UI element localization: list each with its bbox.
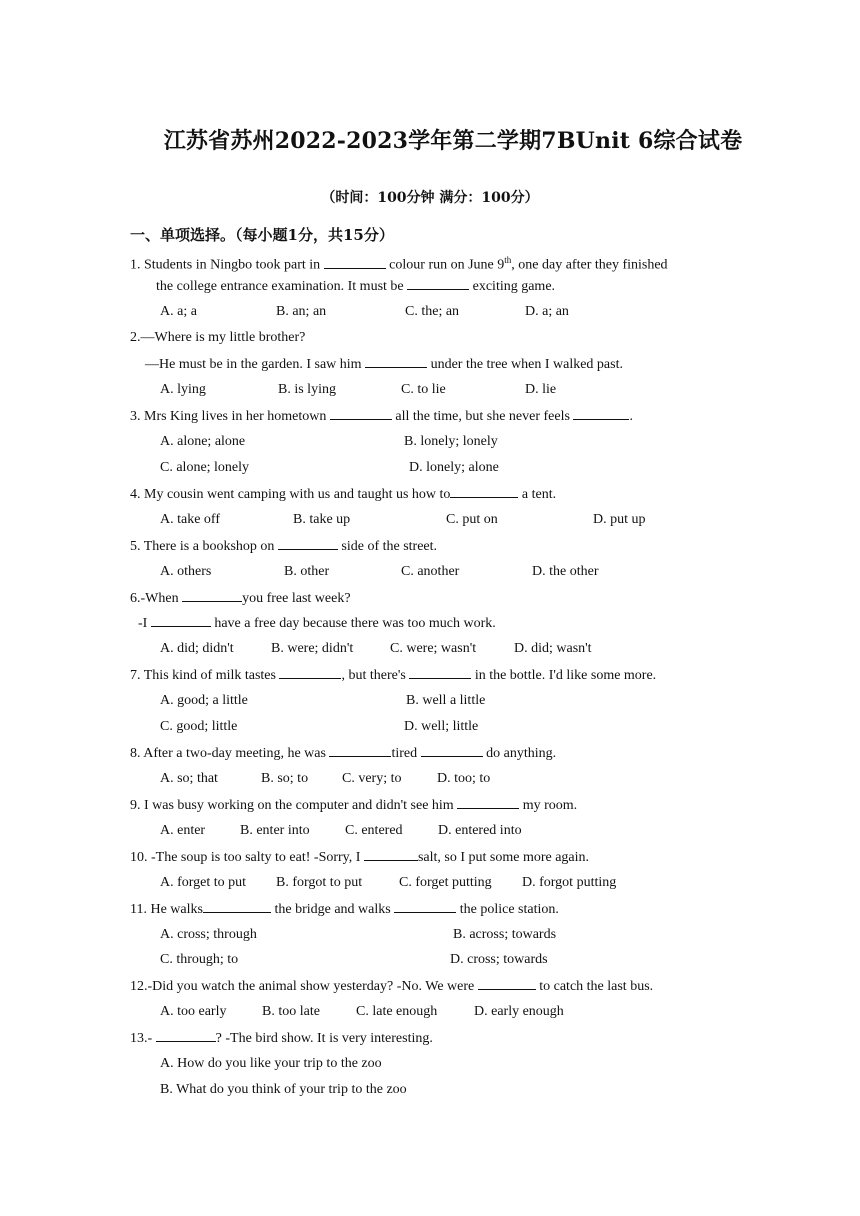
- option-c: C. through; to: [160, 952, 239, 967]
- answer-blank: [573, 407, 629, 420]
- answer-blank: [407, 277, 469, 290]
- question-12-line-1: 12.-Did you watch the animal show yesterday? -No. We were to catch the last bus.: [130, 979, 654, 994]
- option-b: B. so; to: [261, 771, 309, 786]
- option-d: D. the other: [532, 564, 599, 579]
- question-5-line-1: 5. There is a bookshop on side of the street.: [130, 539, 438, 554]
- option-c: C. the; an: [405, 304, 460, 319]
- question-7-line-1: 7. This kind of milk tastes , but there's in the bottle. I'd like some more.: [130, 668, 657, 683]
- option-b: B. were; didn't: [271, 641, 354, 656]
- answer-blank: [457, 796, 519, 809]
- page-title: 江苏省苏州2022-2023学年第二学期7BUnit 6综合试卷: [163, 128, 743, 154]
- option-b: B. is lying: [278, 382, 336, 397]
- question-9-line-1: 9. I was busy working on the computer and didn't see him my room.: [130, 798, 578, 813]
- question-6-line-2: -I have a free day because there was too much work.: [138, 616, 496, 631]
- option-a: A. enter: [160, 823, 206, 838]
- answer-blank: [330, 407, 392, 420]
- option-d: D. put up: [593, 512, 646, 527]
- question-1-line-1: 1. Students in Ningbo took part in colour run on June 9th, one day after they finished: [130, 255, 668, 273]
- option-c: C. entered: [345, 823, 403, 838]
- question-2-line-2: —He must be in the garden. I saw him under the tree when I walked past.: [145, 357, 623, 372]
- option-c: C. alone; lonely: [160, 460, 250, 475]
- option-b: B. too late: [262, 1004, 320, 1019]
- option-d: D. entered into: [438, 823, 522, 838]
- option-b: B. well a little: [406, 693, 486, 708]
- option-b: B. an; an: [276, 304, 327, 319]
- option-b: B. forgot to put: [276, 875, 363, 890]
- answer-blank: [324, 256, 386, 269]
- exam-info: （时间：100分钟 满分：100分）: [321, 190, 539, 206]
- option-a: A. so; that: [160, 771, 218, 786]
- option-d: D. lonely; alone: [409, 460, 499, 475]
- question-13-option-a: A. How do you like your trip to the zoo: [160, 1056, 382, 1071]
- option-c: C. forget putting: [399, 875, 492, 890]
- option-d: D. well; little: [404, 719, 479, 734]
- option-c: C. late enough: [356, 1004, 438, 1019]
- answer-blank: [409, 666, 471, 679]
- answer-blank: [279, 666, 341, 679]
- answer-blank: [203, 900, 271, 913]
- option-a: A. a; a: [160, 304, 197, 319]
- option-d: D. too; to: [437, 771, 491, 786]
- option-a: A. lying: [160, 382, 206, 397]
- section-heading: 一、单项选择。（每小题1分，共15分）: [130, 226, 394, 244]
- option-d: D. forgot putting: [522, 875, 617, 890]
- question-6-line-1: 6.-When you free last week?: [130, 591, 351, 606]
- answer-blank: [478, 977, 536, 990]
- answer-blank: [151, 614, 211, 627]
- question-13-line-1: 13.- ? -The bird show. It is very interesting.: [130, 1031, 433, 1046]
- answer-blank: [364, 848, 418, 861]
- option-a: A. cross; through: [160, 927, 257, 942]
- option-c: C. to lie: [401, 382, 446, 397]
- option-a: A. did; didn't: [160, 641, 234, 656]
- option-a: A. alone; alone: [160, 434, 246, 449]
- option-b: B. across; towards: [453, 927, 557, 942]
- option-b: B. enter into: [240, 823, 310, 838]
- option-d: D. lie: [525, 382, 557, 397]
- answer-blank: [329, 744, 391, 757]
- answer-blank: [365, 355, 427, 368]
- option-a: A. others: [160, 564, 212, 579]
- answer-blank: [421, 744, 483, 757]
- option-b: B. lonely; lonely: [404, 434, 498, 449]
- option-a: A. forget to put: [160, 875, 247, 890]
- question-2-line-1: 2.—Where is my little brother?: [130, 330, 306, 345]
- option-b: B. take up: [293, 512, 351, 527]
- option-c: C. another: [401, 564, 460, 579]
- option-c: C. very; to: [342, 771, 402, 786]
- question-10-line-1: 10. -The soup is too salty to eat! -Sorry, I salt, so I put some more again.: [130, 850, 590, 865]
- option-a: A. take off: [160, 512, 220, 527]
- question-3-line-1: 3. Mrs King lives in her hometown all the time, but she never feels .: [130, 409, 633, 424]
- option-b: B. other: [284, 564, 330, 579]
- answer-blank: [156, 1029, 216, 1042]
- option-d: D. cross; towards: [450, 952, 548, 967]
- option-c: C. good; little: [160, 719, 238, 734]
- option-a: A. too early: [160, 1004, 227, 1019]
- option-d: D. a; an: [525, 304, 569, 319]
- option-a: A. good; a little: [160, 693, 248, 708]
- option-c: C. were; wasn't: [390, 641, 477, 656]
- option-d: D. did; wasn't: [514, 641, 592, 656]
- question-4-line-1: 4. My cousin went camping with us and taught us how to a tent.: [130, 487, 557, 502]
- question-1-line-2: the college entrance examination. It must be exciting game.: [156, 279, 556, 294]
- question-8-line-1: 8. After a two-day meeting, he was tired do anything.: [130, 746, 557, 761]
- option-c: C. put on: [446, 512, 498, 527]
- question-13-option-b: B. What do you think of your trip to the zoo: [160, 1082, 407, 1097]
- question-11-line-1: 11. He walks the bridge and walks the police station.: [130, 902, 559, 917]
- answer-blank: [394, 900, 456, 913]
- answer-blank: [450, 485, 518, 498]
- option-d: D. early enough: [474, 1004, 564, 1019]
- answer-blank: [278, 537, 338, 550]
- answer-blank: [182, 589, 242, 602]
